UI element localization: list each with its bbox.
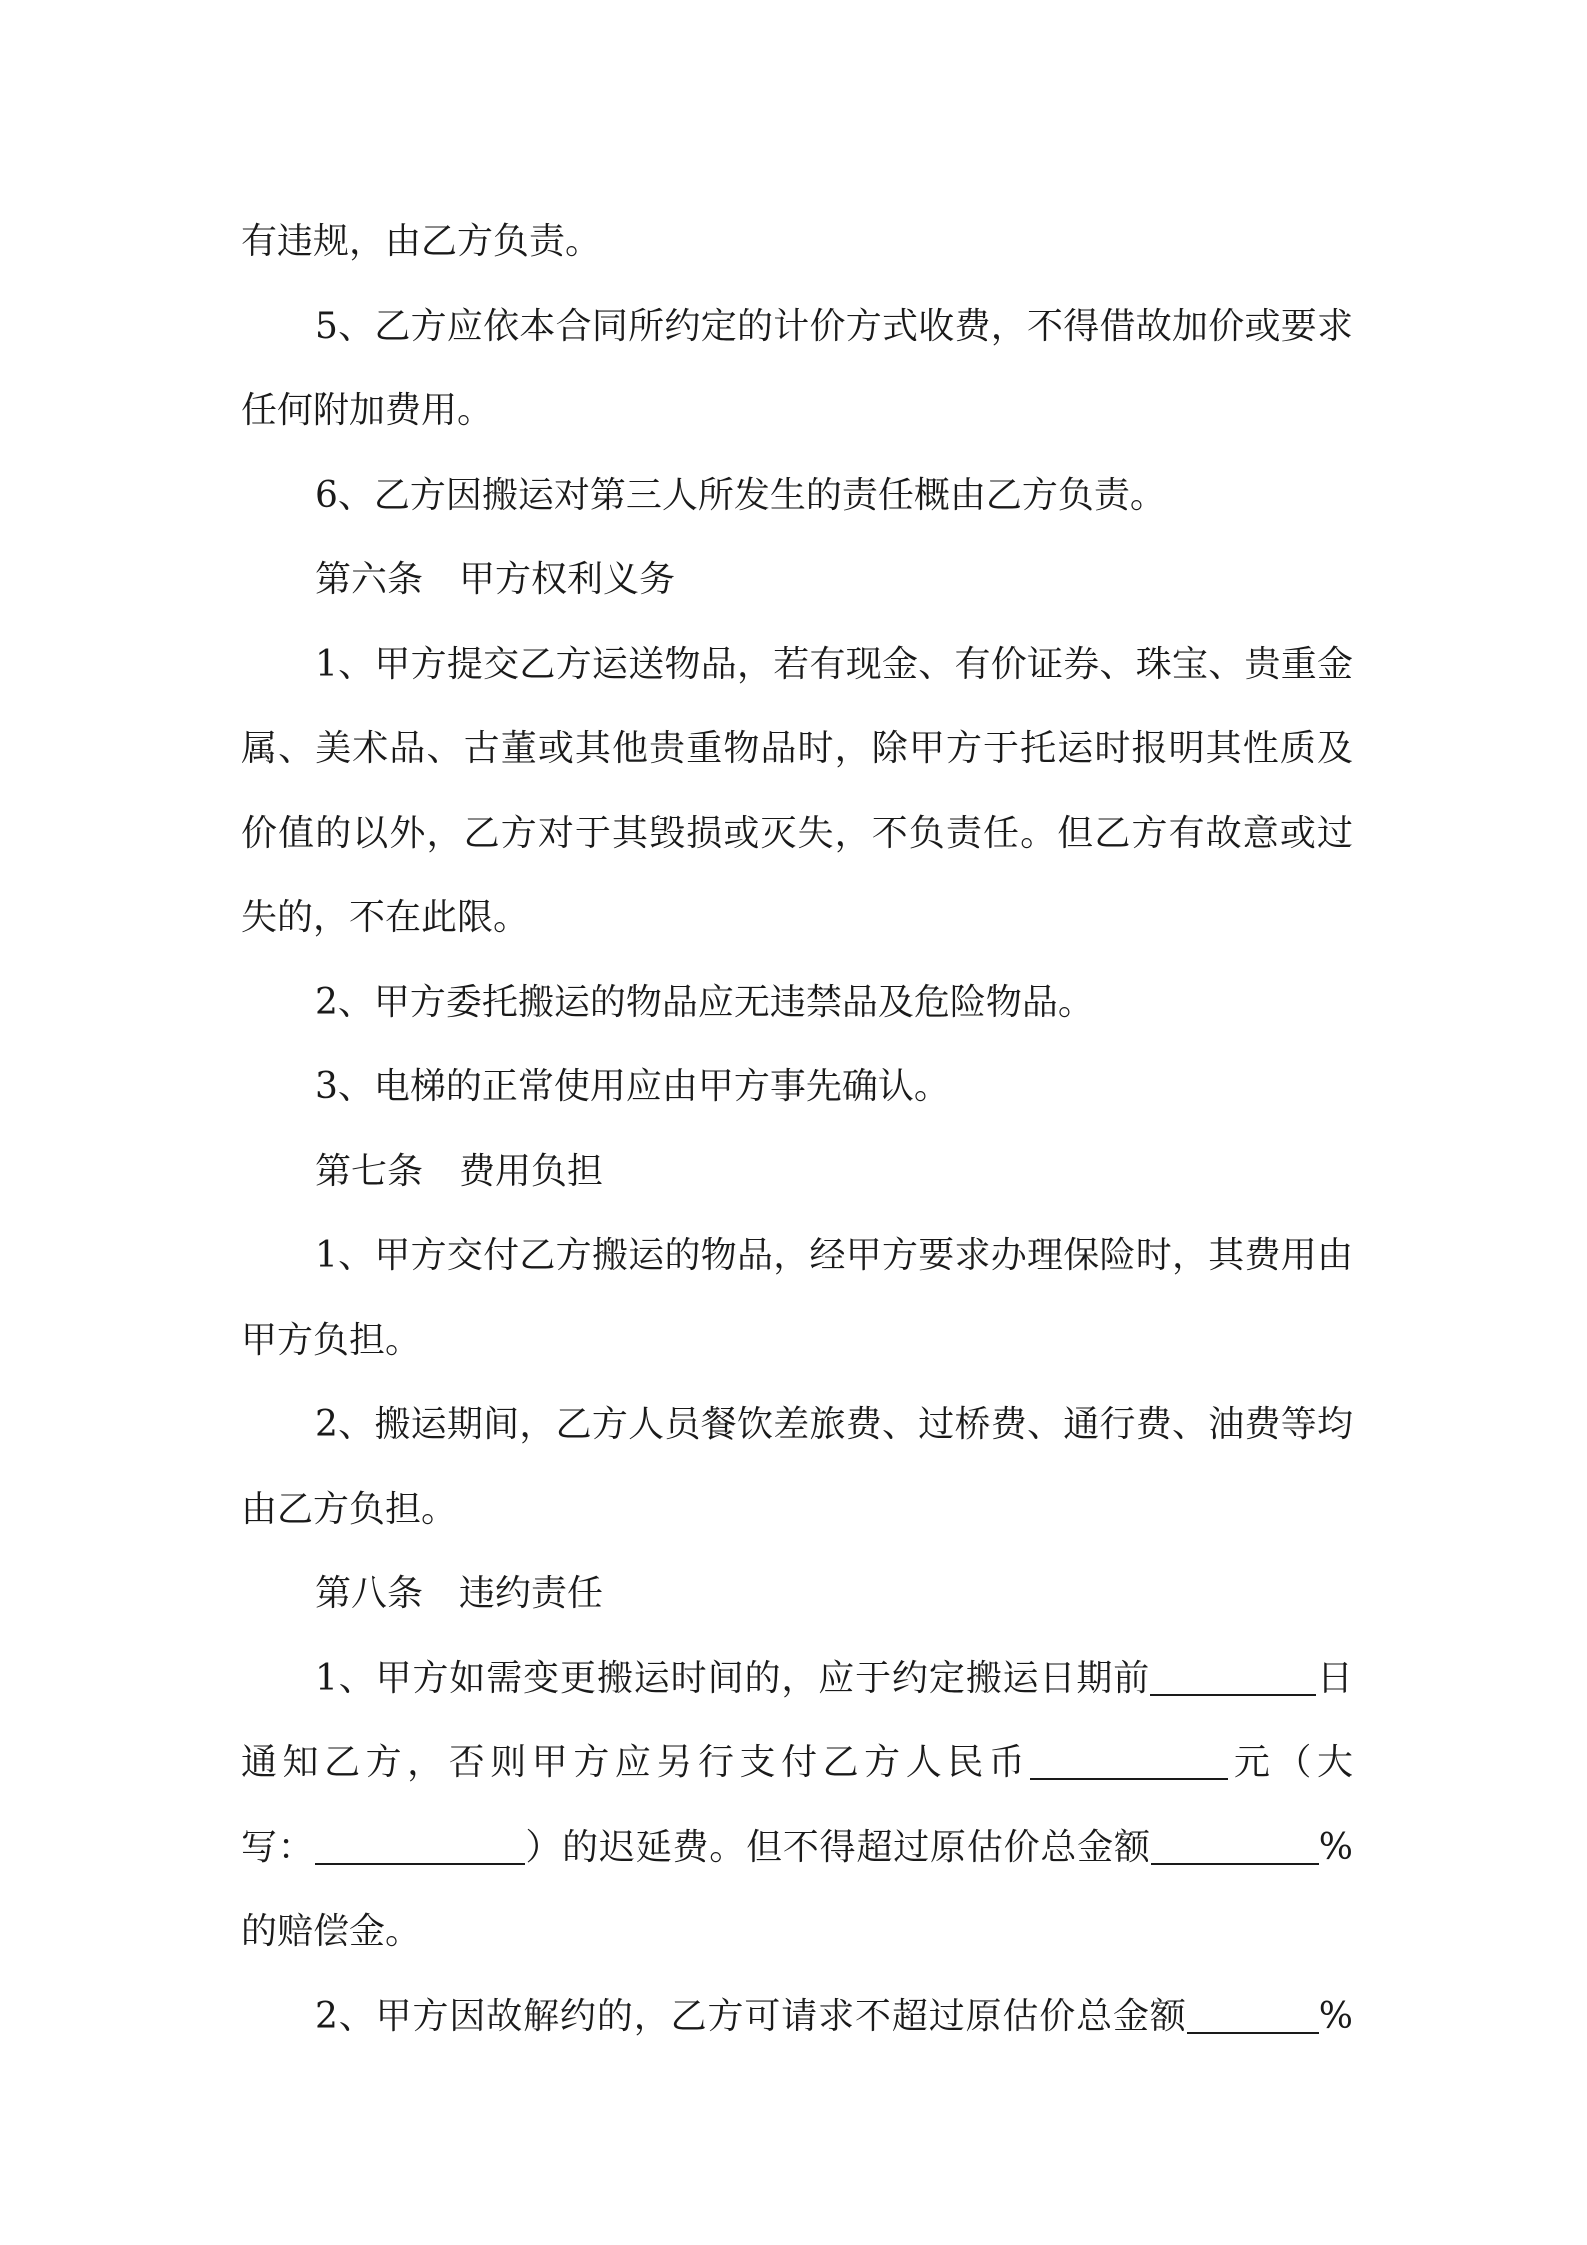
- clause-8-1-text-g: %: [1318, 1826, 1353, 1868]
- clause-8-1-text-d: 元（大: [1228, 1742, 1353, 1783]
- clause-8-1-text-f: ）的迟延费。但不得超过原估价总金额: [524, 1826, 1151, 1868]
- paragraph-clause-8-2: [241, 1975, 1353, 2060]
- notice-days-blank[interactable]: [1150, 1654, 1316, 1696]
- article-7-number: 第七条: [315, 1150, 424, 1192]
- clause-8-2-text: 2、甲方因故解约的，乙方可请求不超过原估价总金额: [315, 1995, 1187, 2037]
- article-6-heading: [241, 538, 1353, 623]
- compensation-percent-blank[interactable]: [1151, 1823, 1319, 1865]
- article-7-heading: [241, 1130, 1353, 1215]
- paragraph-clause-5-5: 5、乙方应依本合同所约定的计价方式收费，不得借故加价或要求任何附加费用。: [241, 305, 1353, 431]
- clause-8-1-text-c: 通知乙方，否则甲方应另行支付乙方人民币: [241, 1742, 1031, 1783]
- article-6-title: 甲方权利义务: [459, 559, 676, 600]
- paragraph-clause-7-2: 2、搬运期间，乙方人员餐饮差旅费、过桥费、通行费、油费等均由乙方负担。: [241, 1404, 1353, 1530]
- article-7-title: 费用负担: [459, 1150, 604, 1192]
- article-6-number: 第六条: [315, 559, 424, 600]
- article-8-title: 违约责任: [459, 1573, 604, 1614]
- clause-8-1-text-a: 1、甲方如需变更搬运时间的，应于约定搬运日期前: [315, 1657, 1151, 1699]
- delay-fee-amount-blank[interactable]: [1030, 1738, 1228, 1780]
- clause-8-1-line-2: [241, 1721, 1353, 1806]
- paragraph-clause-8-1: [241, 1637, 1353, 1975]
- paragraph-clause-6-3: 3、电梯的正常使用应由甲方事先确认。: [315, 1066, 950, 1107]
- delay-fee-capital-blank[interactable]: [315, 1823, 525, 1865]
- clause-8-1-line-1: [241, 1637, 1353, 1722]
- document-body: [241, 200, 1353, 2059]
- clause-8-2-percent-sign: %: [1318, 1995, 1353, 2037]
- paragraph-clause-7-1: 1、甲方交付乙方搬运的物品，经甲方要求办理保险时，其费用由甲方负担。: [241, 1235, 1353, 1361]
- paragraph-continuation: 有违规，由乙方负责。: [241, 221, 602, 262]
- clause-8-1-line-4: 的赔偿金。: [241, 1911, 422, 1952]
- clause-8-1-line-3: [241, 1806, 1353, 1891]
- article-8-number: 第八条: [315, 1573, 424, 1614]
- article-8-heading: [241, 1552, 1353, 1637]
- paragraph-clause-6-2: 2、甲方委托搬运的物品应无违禁品及危险物品。: [315, 981, 1094, 1023]
- clause-8-1-text-e: 写：: [241, 1826, 315, 1868]
- paragraph-clause-5-6: 6、乙方因搬运对第三人所发生的责任概由乙方负责。: [315, 474, 1166, 516]
- clause-8-1-text-b: 日: [1316, 1657, 1353, 1699]
- paragraph-clause-6-1: 1、甲方提交乙方运送物品，若有现金、有价证券、珠宝、贵重金属、美术品、古董或其他贵重物品时，除甲方于托运时报明其性质及价值的以外，乙方对于其毁损或灭失，不负责任。但乙方有故意或过失的，不在此限。: [241, 643, 1353, 938]
- cancellation-percent-blank[interactable]: [1187, 1992, 1319, 2034]
